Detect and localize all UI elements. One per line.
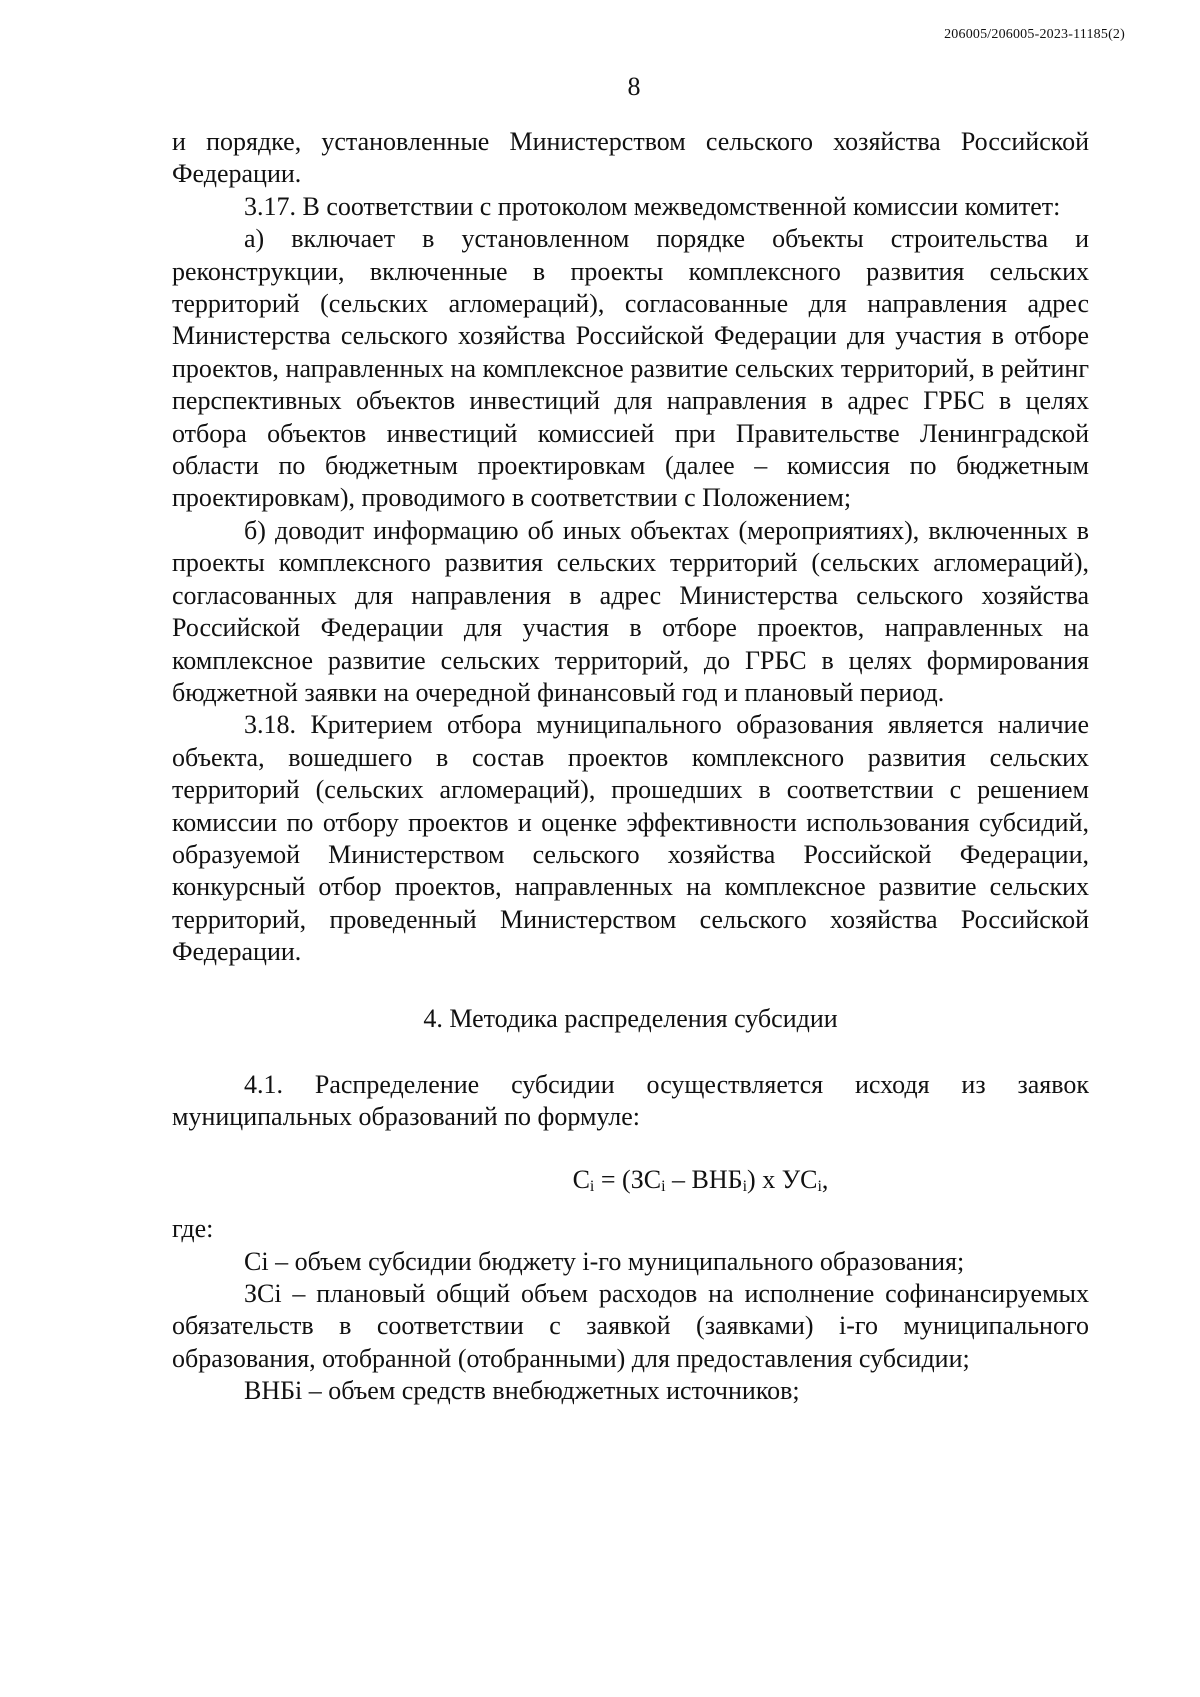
formula-end: ,: [821, 1164, 829, 1194]
paragraph-3-17-a: а) включает в установленном порядке объекты строительства и реконструкции, включенные в проекты комплексного развития сельских территорий (сельских агломераций), согласованные для направления адрес Министерства сельского хозяйства Российской Федерации для участия в отборе проектов, направленных на комплексное развитие сельских территорий, в рейтинг перспективных объектов инвестиций для направления в адрес ГРБС в целях отбора объектов инвестиций комиссией при Правительстве Ленинградской области по бюджетным проектировкам (далее – комиссия по бюджетным проектировкам), проводимого в соответствии с Положением;: [172, 224, 1089, 513]
formula-vnb: – ВНБ: [665, 1164, 743, 1194]
document-registration-number: 206005/206005-2023-11185(2): [944, 27, 1125, 42]
where-label: где:: [172, 1214, 214, 1244]
formula-zs: = (ЗС: [594, 1164, 662, 1194]
formula-us: ) х УС: [747, 1164, 818, 1194]
document-body: [172, 126, 1089, 1408]
formula-vnb-subscript: i: [742, 1177, 748, 1195]
formula-c-subscript: i: [589, 1177, 595, 1195]
paragraph-3-17: 3.17. В соответствии с протоколом межведомственной комиссии комитет:: [244, 191, 1061, 221]
definition-vnbi: ВНБi – объем средств внебюджетных источников;: [244, 1376, 800, 1406]
paragraph-continuation: и порядке, установленные Министерством сельского хозяйства Российской Федерации.: [172, 127, 1089, 189]
paragraph-4-1: 4.1. Распределение субсидии осуществляется исходя из заявок муниципальных образований по формуле:: [172, 1069, 1089, 1132]
paragraph-3-18: 3.18. Критерием отбора муниципального образования является наличие объекта, вошедшего в состав проектов комплексного развития сельских территорий (сельских агломераций), прошедших в соответствии с решением комиссии по отбору проектов и оценке эффективности использования субсидий, образуемой Министерством сельского хозяйства Российской Федерации, конкурсный отбор проектов, направленных на комплексное развитие сельских территорий, проведенный Министерством сельского хозяйства Российской Федерации.: [172, 710, 1089, 967]
definition-zsi: ЗСi – плановый общий объем расходов на исполнение софинансируемых обязательств в соответствии с заявкой (заявками) i-го муниципального образования, отобранной (отобранными) для предоставления субсидии;: [172, 1279, 1089, 1373]
paragraph-3-17-b: б) доводит информацию об иных объектах (мероприятиях), включенных в проекты комплексного развития сельских территорий (сельских агломераций), согласованных для направления в адрес Министерства сельского хозяйства Российской Федерации для участия в отборе проектов, направленных на комплексное развитие сельских территорий, до ГРБС в целях формирования бюджетной заявки на очередной финансовый год и плановый период.: [172, 515, 1089, 707]
page-number: 8: [627, 72, 641, 101]
section-heading: 4. Методика распределения субсидии: [423, 1003, 838, 1033]
subsidy-formula: [172, 1164, 1089, 1203]
formula-c: C: [572, 1164, 590, 1194]
definition-ci: Сi – объем субсидии бюджету i-го муниципального образования;: [244, 1246, 965, 1276]
formula-us-subscript: i: [817, 1177, 822, 1195]
formula-zs-subscript: i: [661, 1177, 666, 1195]
